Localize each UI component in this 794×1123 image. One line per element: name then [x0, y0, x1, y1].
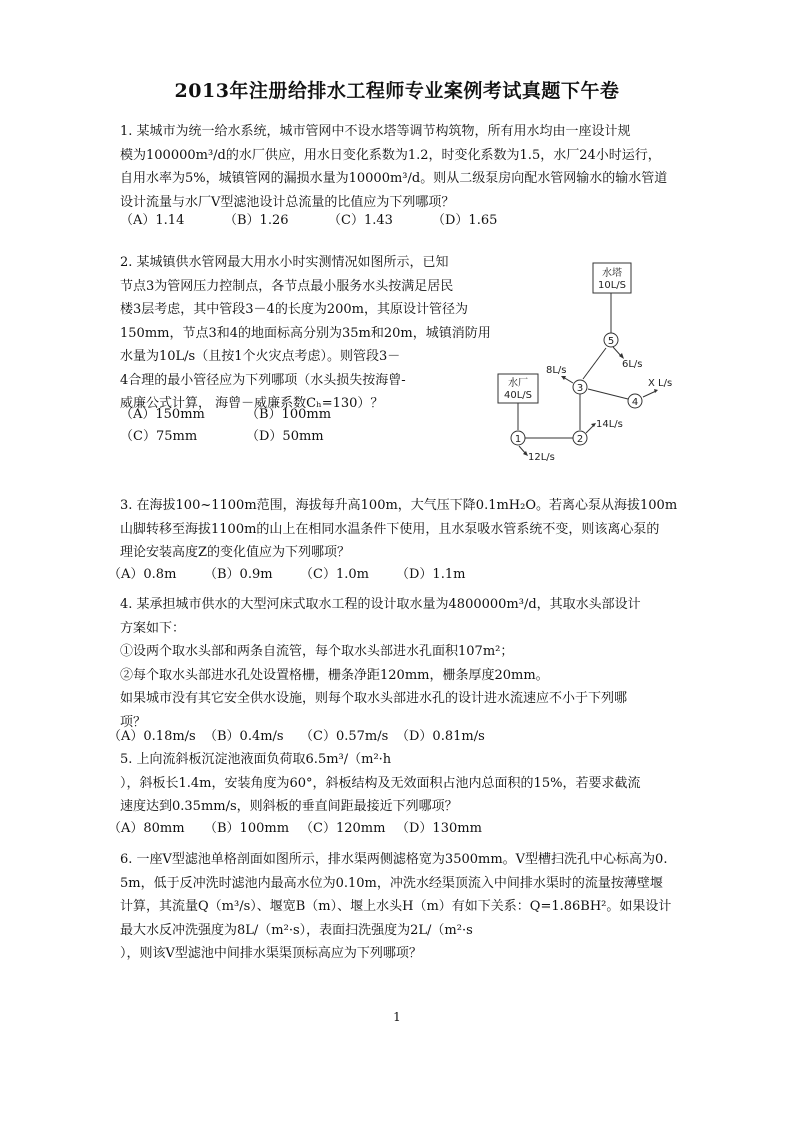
option-d: （D）130mm	[396, 821, 482, 836]
question-6-line: 最大水反冲洗强度为8L/（m²·s），表面扫洗强度为2L/（m²·s	[120, 922, 473, 938]
question-2-text	[120, 251, 491, 416]
question-6-line: 6. 一座V型滤池单格剖面如图所示，排水渠两侧滤格宽为3500mm。V型槽扫洗孔中心标高为0.	[120, 852, 668, 867]
flow-label-node2: 14L/s	[596, 419, 623, 430]
option-b: （B）0.9m	[204, 567, 273, 582]
question-2-options-row-1	[120, 403, 331, 422]
flow-label-node3: 8L/s	[546, 365, 567, 376]
question-5-line: ），斜板长1.4m，安装角度为60°，斜板结构及无效面积占池内总面积的15%，若要求截流	[120, 775, 641, 791]
option-b: （B）100mm	[204, 821, 290, 836]
question-5-line: 5. 上向流斜板沉淀池液面负荷取6.5m³/（m²·h	[120, 752, 392, 767]
option-c: （C）120mm	[300, 821, 386, 836]
question-2-options-row-2	[120, 425, 324, 444]
flow-label-node1: 12L/s	[528, 452, 555, 463]
question-2-line: 150mm，节点3和4的地面标高分别为35m和20m，城镇消防用	[120, 325, 491, 341]
outflow-4	[643, 391, 656, 397]
question-2-line: 2. 某城镇供水管网最大用水小时实测情况如图所示，已知	[120, 255, 449, 270]
question-3-line: 3. 在海拔100~1100m范围，海拔每升高100m，大气压下降0.1mH₂O。若离心泵从海拔100m	[120, 498, 678, 513]
outflow-2	[586, 425, 594, 433]
question-4-line: ②每个取水头部进水孔处设置格栅，栅条净距120mm，栅条厚度20mm。	[120, 667, 549, 683]
question-4-line: 项？	[120, 714, 147, 730]
option-a: （A）150mm	[120, 407, 205, 422]
question-4-line: 4. 某承担城市供水的大型河床式取水工程的设计取水量为4800000m³/d，其取水头部设计	[120, 597, 641, 612]
pipe-5-3	[583, 348, 606, 379]
option-c: （C）1.43	[328, 213, 393, 228]
option-c: （C）0.57m/s	[300, 729, 389, 744]
flow-label-node5: 6L/s	[622, 359, 643, 370]
node-4-label: 4	[631, 397, 639, 408]
question-3-options	[108, 563, 465, 582]
question-2-line: 水量为10L/s（且按1个火灾点考虑）。则管段3－	[120, 349, 401, 364]
option-c: （C）75mm	[120, 429, 198, 444]
question-4-line: ①设两个取水头部和两条自流管，每个取水头部进水孔面积107m²；	[120, 644, 514, 659]
question-4-line: 方案如下：	[120, 620, 186, 636]
node-1-label: 1	[514, 434, 522, 445]
option-a: （A）0.8m	[108, 567, 177, 582]
water-plant-flow: 40L/S	[503, 390, 533, 401]
node-2-label: 2	[576, 434, 584, 445]
water-plant-label: 水厂	[508, 378, 528, 389]
option-c: （C）1.0m	[300, 567, 369, 582]
question-2-line: 节点3为管网压力控制点，各节点最小服务水头按满足居民	[120, 278, 454, 294]
option-b: （B）0.4m/s	[204, 729, 284, 744]
option-b: （B）100mm	[246, 407, 332, 422]
question-1-line: 1. 某城市为统一给水系统，城市管网中不设水塔等调节构筑物，所有用水均由一座设计规	[120, 124, 631, 139]
option-d: （D）1.65	[432, 213, 498, 228]
water-tower-flow: 10L/S	[597, 280, 627, 291]
question-3-text	[120, 494, 677, 565]
option-a: （A）0.18m/s	[108, 729, 196, 744]
pipe-3-4	[588, 389, 628, 399]
option-b: （B）1.26	[224, 213, 289, 228]
question-1-line: 设计流量与水厂V型滤池设计总流量的比值应为下列哪项？	[120, 194, 455, 210]
question-4-options	[108, 725, 485, 744]
question-6-line: 5m，低于反冲洗时滤池内最高水位为0.10m，冲洗水经渠顶流入中间排水渠时的流量按薄壁堰	[120, 875, 663, 891]
node-3-label: 3	[576, 383, 584, 394]
question-5-line: 速度达到0.35mm/s，则斜板的垂直间距最接近下列哪项？	[120, 799, 458, 814]
node-5-label: 5	[607, 336, 615, 347]
option-a: （A）1.14	[120, 213, 185, 228]
water-tower-label: 水塔	[602, 268, 622, 279]
question-2-line: 威廉公式计算， 海曾－威廉系数Cₕ=130）？	[120, 396, 384, 411]
question-2-line: 4合理的最小管径应为下列哪项（水头损失按海曾-	[120, 372, 406, 388]
pipe-network-diagram	[488, 255, 708, 465]
question-4-line: 如果城市没有其它安全供水设施，则每个取水头部进水孔的设计进水流速应不小于下列哪	[120, 691, 628, 706]
question-3-line: 山脚转移至海拔1100m的山上在相同水温条件下使用，且水泵吸水管系统不变，则该离心泵的	[120, 521, 660, 537]
question-4-text	[120, 593, 641, 734]
option-d: （D）1.1m	[396, 567, 466, 582]
question-1-line: 自用水率为5%，城镇管网的漏损水量为10000m³/d。则从二级泵房向配水管网输水的输水管道	[120, 171, 668, 186]
question-6-line: ），则该V型滤池中间排水渠渠顶标高应为下列哪项？	[120, 946, 422, 961]
option-d: （D）0.81m/s	[396, 729, 485, 744]
flow-label-node4: X L/s	[648, 378, 673, 389]
question-3-line: 理论安装高度Z的变化值应为下列哪项？	[120, 545, 351, 560]
question-1-text	[120, 120, 667, 214]
question-6-line: 计算，其流量Q（m³/s）、堰宽B（m）、堰上水头H（m）有如下关系：Q=1.86BH²。如果设计	[120, 899, 672, 914]
page-title: 2013年注册给排水工程师专业案例考试真题下午卷	[174, 80, 620, 102]
question-2-line: 楼3层考虑，其中管段3－4的长度为200m，其原设计管径为	[120, 302, 468, 317]
question-5-options	[108, 817, 482, 836]
question-5-text	[120, 748, 640, 819]
option-a: （A）80mm	[108, 821, 185, 836]
option-d: （D）50mm	[246, 429, 324, 444]
question-6-text	[120, 848, 671, 966]
question-1-options	[120, 209, 497, 228]
page-number: 1	[393, 1010, 401, 1024]
question-1-line: 模为100000m³/d的水厂供应，用水日变化系数为1.2，时变化系数为1.5，水厂24小时运行，	[120, 147, 661, 163]
